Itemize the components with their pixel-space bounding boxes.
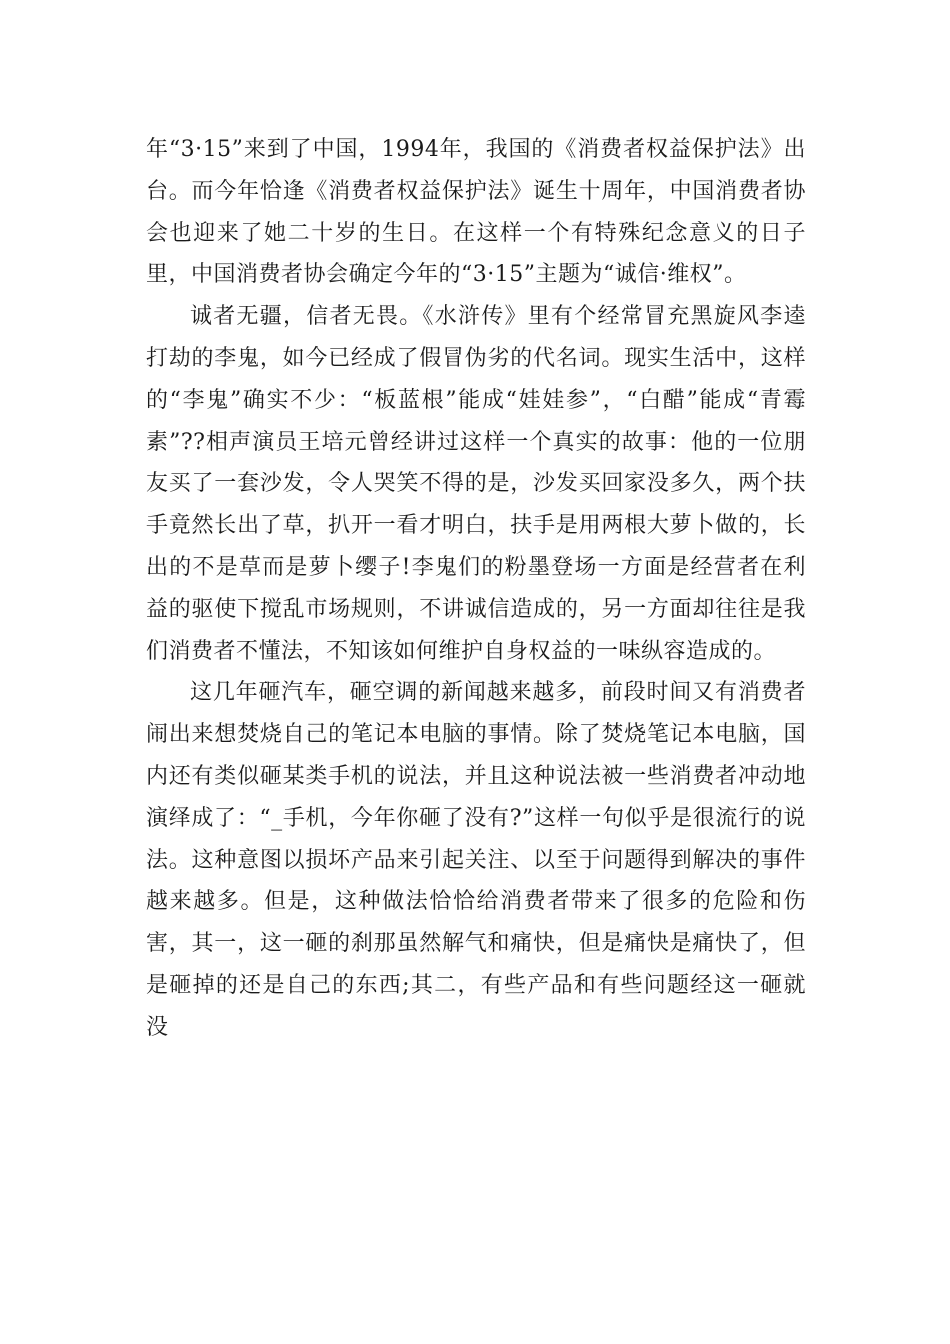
paragraph-2: 诚者无疆，信者无畏。《水浒传》里有个经常冒充黑旋风李逵打劫的李鬼，如今已经成了假冒伪劣的代名词。现实生活中，这样的“李鬼”确实不少：“板蓝根”能成“娃娃参”，“白醋”能成“青霉素”??相声演员王培元曾经讲过这样一个真实的故事：他的一位朋友买了一套沙发，令人哭笑不得的是，沙发买回家没多久，两个扶手竟然长出了草，扒开一看才明白，扶手是用两根大萝卜做的，长出的不是草而是萝卜缨子!李鬼们的粉墨登场一方面是经营者在利益的驱使下搅乱市场规则，不讲诚信造成的，另一方面却往往是我们消费者不懂法，不知该如何维护自身权益的一味纵容造成的。 [146, 304, 806, 664]
paragraph-1: 年“3·15”来到了中国，1994年，我国的《消费者权益保护法》出台。而今年恰逢《消费者权益保护法》诞生十周年，中国消费者协会也迎来了她二十岁的生日。在这样一个有特殊纪念意义的日子里，中国消费者协会确定今年的“3·15”主题为“诚信·维权”。 [146, 137, 806, 288]
paragraph-3: 这几年砸汽车，砸空调的新闻越来越多，前段时间又有消费者闹出来想焚烧自己的笔记本电脑的事情。除了焚烧笔记本电脑，国内还有类似砸某类手机的说法，并且这种说法被一些消费者冲动地演绎成了：“_手机，今年你砸了没有?”这样一句似乎是很流行的说法。这种意图以损坏产品来引起关注、以至于问题得到解决的事件越来越多。但是，这种做法恰恰给消费者带来了很多的危险和伤害，其一，这一砸的刹那虽然解气和痛快，但是痛快是痛快了，但是砸掉的还是自己的东西;其二，有些产品和有些问题经这一砸就没 [146, 680, 806, 1040]
document-body [146, 129, 806, 1049]
